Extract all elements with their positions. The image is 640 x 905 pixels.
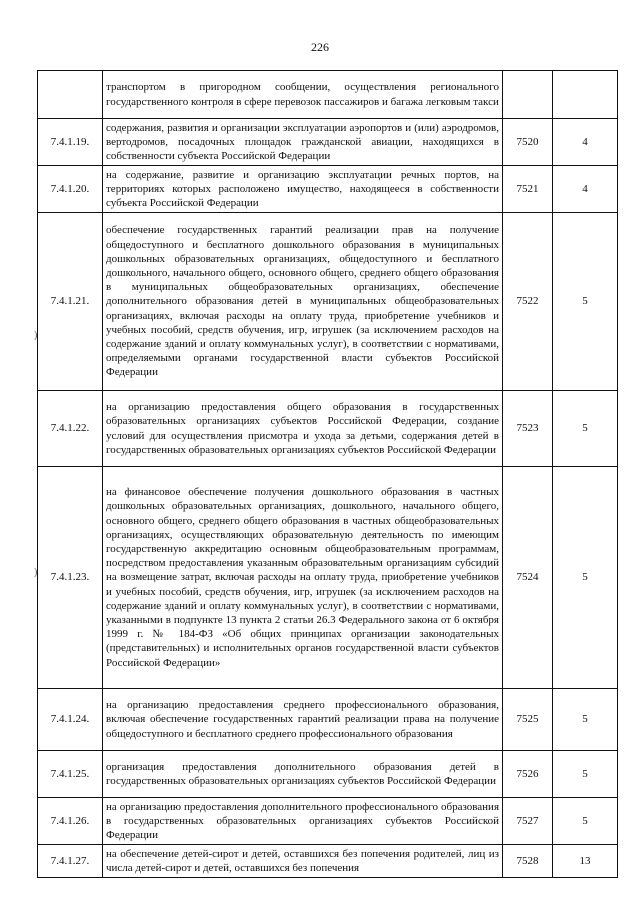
table-row	[38, 845, 618, 878]
row-code: 7521	[503, 166, 553, 213]
row-number: 7.4.1.24.	[38, 689, 103, 751]
row-code: 7528	[503, 845, 553, 878]
row-value: 5	[553, 798, 618, 845]
table-row	[38, 751, 618, 798]
row-value: 13	[553, 845, 618, 878]
row-number: 7.4.1.27.	[38, 845, 103, 878]
row-value	[553, 71, 618, 119]
row-description: содержания, развития и организации эксплуатации аэропортов и (или) аэродромов, вертодромов, посадочных площадок гражданской авиации, находящихся в собственности субъекта Российской Федерации	[103, 119, 503, 166]
row-number: 7.4.1.19.	[38, 119, 103, 166]
row-value: 4	[553, 119, 618, 166]
row-number: 7.4.1.20.	[38, 166, 103, 213]
table-row	[38, 71, 618, 119]
row-number: 7.4.1.26.	[38, 798, 103, 845]
table-row	[38, 689, 618, 751]
row-code: 7522	[503, 213, 553, 391]
row-description: транспортом в пригородном сообщении, осуществления регионального государственного контроля в сфере перевозок пассажиров и багажа легковым такси	[103, 71, 503, 119]
table-row	[38, 119, 618, 166]
row-code: 7523	[503, 391, 553, 467]
row-code	[503, 71, 553, 119]
table-row	[38, 213, 618, 391]
row-description: на организацию предоставления общего образования в государственных образовательных организациях субъектов Российской Федерации, создание условий для осуществления присмотра и ухода за детьми, содержания детей в государственных образовательных организациях субъектов Российской Федерации	[103, 391, 503, 467]
row-value: 5	[553, 467, 618, 689]
row-number: 7.4.1.23.	[38, 467, 103, 689]
row-description: организация предоставления дополнительного образования детей в государственных образовательных организациях субъектов Российской Федерации	[103, 751, 503, 798]
binding-mark: )	[34, 567, 38, 578]
row-code: 7524	[503, 467, 553, 689]
table-row	[38, 166, 618, 213]
table-row	[38, 798, 618, 845]
row-value: 5	[553, 391, 618, 467]
row-number: 7.4.1.21.	[38, 213, 103, 391]
binding-mark: )	[34, 330, 38, 341]
row-value: 5	[553, 689, 618, 751]
row-description: на организацию предоставления среднего профессионального образования, включая обеспечение государственных гарантий реализации права на получение общедоступного и бесплатного среднего профессионального образования	[103, 689, 503, 751]
row-number: 7.4.1.22.	[38, 391, 103, 467]
row-value: 5	[553, 213, 618, 391]
row-code: 7526	[503, 751, 553, 798]
row-code: 7527	[503, 798, 553, 845]
page-number: 226	[311, 40, 329, 54]
row-description: на обеспечение детей-сирот и детей, оставшихся без попечения родителей, лиц из числа детей-сирот и детей, оставшихся без попечения	[103, 845, 503, 878]
row-description: на организацию предоставления дополнительного профессионального образования в государственных образовательных организациях субъектов Российской Федерации	[103, 798, 503, 845]
row-value: 4	[553, 166, 618, 213]
table-row	[38, 391, 618, 467]
row-number	[38, 71, 103, 119]
budget-classification-table	[37, 70, 618, 878]
row-code: 7525	[503, 689, 553, 751]
row-description: на финансовое обеспечение получения дошкольного образования в частных дошкольных образовательных организациях, дошкольного, начального общего, основного общего, среднего общего образования в частных общеобразовательных организациях, осуществляющих образовательную деятельность по имеющим государственную аккредитацию основным общеобразовательным программам, посредством предоставления указанным образовательным организациям субсидий на возмещение затрат, включая расходы на оплату труда, приобретение учебников и учебных пособий, средств обучения, игр, игрушек (за исключением расходов на содержание зданий и оплату коммунальных услуг), в соответствии с нормативами, указанными в подпункте 13 пункта 2 статьи 26.3 Федерального закона от 6 октября 1999 г. № 184-ФЗ «Об общих принципах организации законодательных (представительных) и исполнительных органов государственной власти субъектов Российской Федерации»	[103, 467, 503, 689]
row-code: 7520	[503, 119, 553, 166]
table-row	[38, 467, 618, 689]
row-description: на содержание, развитие и организацию эксплуатации речных портов, на территориях которых расположено имущество, находящееся в собственности субъекта Российской Федерации	[103, 166, 503, 213]
row-description: обеспечение государственных гарантий реализации прав на получение общедоступного и бесплатного дошкольного образования в муниципальных дошкольных образовательных организациях, общедоступного и бесплатного дошкольного, начального общего, основного общего, среднего общего образования в муниципальных общеобразовательных организациях, обеспечение дополнительного образования детей в муниципальных общеобразовательных организациях, включая расходы на оплату труда, приобретение учебников и учебных пособий, средств обучения, игр, игрушек (за исключением расходов на содержание зданий и оплату коммунальных услуг), в соответствии с нормативами, определяемыми органами государственной власти субъектов Российской Федерации	[103, 213, 503, 391]
row-number: 7.4.1.25.	[38, 751, 103, 798]
row-value: 5	[553, 751, 618, 798]
